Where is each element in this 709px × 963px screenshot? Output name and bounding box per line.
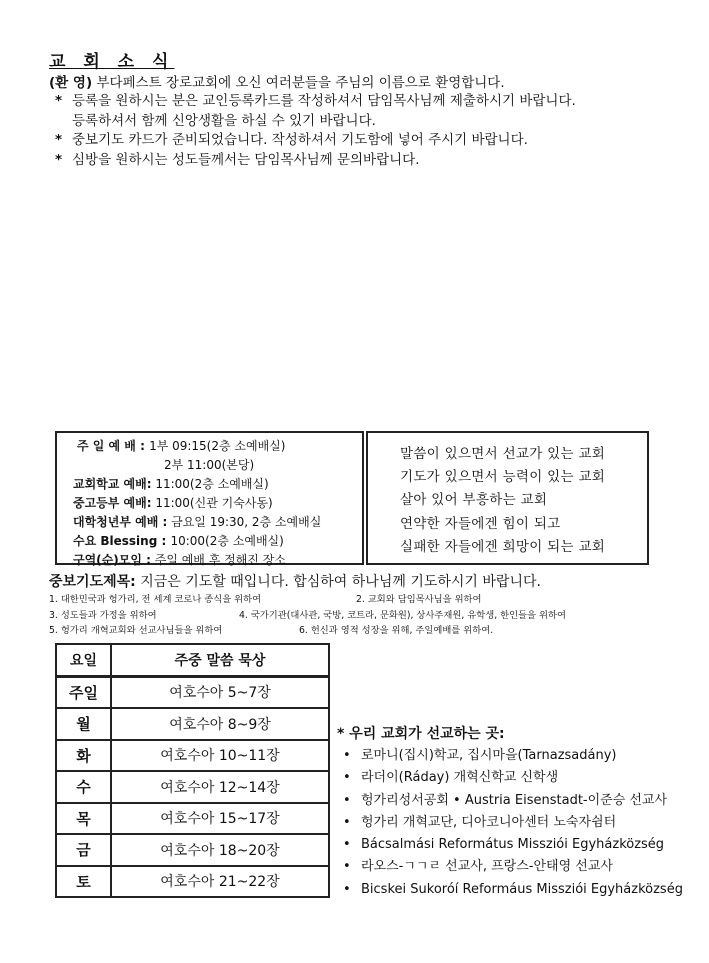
mission-item xyxy=(343,879,683,901)
bullet-dot-icon: • xyxy=(343,859,351,875)
weekly-reading-table xyxy=(55,643,330,898)
worship-row-value: 10:00(2층 소예배실) xyxy=(170,534,284,548)
table-row xyxy=(56,708,329,740)
table-row xyxy=(56,676,329,708)
worship-row-value: 금요일 19:30, 2층 소예배실 xyxy=(167,515,322,529)
worship-row xyxy=(57,532,362,551)
prayer-item: 3. 성도들과 가정을 위하여 xyxy=(49,609,157,621)
prayer-topics-intro: 지금은 기도할 때입니다. 합심하여 하나님께 기도하시기 바랍니다. xyxy=(135,574,541,590)
sunday-service-second-row xyxy=(57,456,362,475)
mission-text: Bácsalmási Református Missziói Egyházközség xyxy=(361,837,665,853)
worship-row-label: 수요 Blessing : xyxy=(73,534,171,548)
mission-item xyxy=(343,790,683,812)
sunday-service-label: 주 일 예 배 : xyxy=(77,439,150,453)
reading-cell: 여호수아 21~22장 xyxy=(111,866,329,898)
motto-line: 실패한 자들에겐 희망이 되는 교회 xyxy=(400,538,606,555)
worship-row-value: 11:00(2층 소예배실) xyxy=(151,477,269,491)
mission-item xyxy=(343,767,683,789)
day-cell: 수 xyxy=(56,771,111,803)
day-cell: 목 xyxy=(56,803,111,835)
motto-line: 연약한 자들에겐 힘이 되고 xyxy=(400,515,561,532)
motto-line: 살아 있어 부흥하는 교회 xyxy=(400,492,548,509)
mission-item xyxy=(343,834,683,856)
mission-text: 로마니(집시)학교, 집시마을(Tarnazsadány) xyxy=(361,748,617,763)
worship-row-label: 중고등부 예배: xyxy=(73,496,152,510)
bullet-star: * xyxy=(55,132,63,148)
mission-text: 헝가리 개혁교단, 디아코니아센터 노숙자쉼터 xyxy=(361,814,617,830)
welcome-text: 부다페스트 장로교회에 오신 여러분들을 주님의 이름으로 환영합니다. xyxy=(92,75,505,91)
worship-row-label: 구역(순)모임 : xyxy=(73,553,151,567)
mission-text: 헝가리성서공회 • Austria Eisenstadt-이준승 선교사 xyxy=(361,792,668,808)
day-cell: 월 xyxy=(56,708,111,740)
worship-row-value: 11:00(신관 기숙사동) xyxy=(151,496,273,510)
welcome-line xyxy=(49,74,505,93)
bullet-dot-icon: • xyxy=(343,748,351,763)
worship-row xyxy=(57,475,362,494)
bullet-star: * xyxy=(55,93,63,109)
sunday-service-row xyxy=(57,437,362,456)
page-title: 교 회 소 식 xyxy=(49,52,175,72)
reading-cell: 여호수아 18~20장 xyxy=(111,834,329,866)
bullet-star: * xyxy=(55,151,63,168)
notice-text: 중보기도 카드가 준비되었습니다. 작성하셔서 기도함에 넣어 주시기 바랍니다. xyxy=(72,132,528,148)
prayer-item: 1. 대한민국과 헝가리, 전 세계 코로나 종식을 위하여 xyxy=(49,594,262,605)
reading-cell: 여호수아 10~11장 xyxy=(111,740,329,772)
mission-text: 라더이(Ráday) 개혁신학교 신학생 xyxy=(361,770,559,786)
motto-line: 기도가 있으면서 능력이 있는 교회 xyxy=(400,469,606,486)
bullet-dot-icon: • xyxy=(343,770,351,786)
header-day: 요일 xyxy=(56,644,111,676)
table-header-row xyxy=(56,644,329,676)
bullet-dot-icon: • xyxy=(343,837,351,853)
worship-row-value: 주일 예배 후 정해진 장소 xyxy=(150,553,286,567)
notice-list xyxy=(55,92,576,170)
missions-list xyxy=(343,745,683,901)
reading-cell: 여호수아 12~14장 xyxy=(111,771,329,803)
day-cell: 화 xyxy=(56,740,111,772)
motto-line: 말씀이 있으면서 선교가 있는 교회 xyxy=(400,446,606,462)
reading-cell: 여호수아 8~9장 xyxy=(111,708,329,740)
day-cell: 토 xyxy=(56,866,111,898)
worship-row xyxy=(57,513,362,532)
mission-item xyxy=(343,812,683,834)
bullet-dot-icon: • xyxy=(343,881,351,897)
header-reading: 주중 말씀 묵상 xyxy=(111,644,329,676)
sunday-service-first: 1부 09:15(2층 소예배실) xyxy=(149,439,286,453)
worship-row xyxy=(57,551,362,570)
bullet-dot-icon: • xyxy=(343,792,351,808)
notice-item xyxy=(55,131,576,151)
table-row xyxy=(56,866,329,898)
prayer-item: 4. 국가기관(대사관, 국방, 코트라, 문화원), 상사주재원, 유학생, 한인들을 위하여 xyxy=(239,609,566,621)
mission-item xyxy=(343,856,683,878)
prayer-item: 6. 헌신과 영적 성장을 위해, 주일예배를 위하여. xyxy=(299,625,494,636)
notice-text-continued: 등록하셔서 함께 신앙생활을 하실 수 있기 바랍니다. xyxy=(72,112,376,129)
worship-row xyxy=(57,494,362,513)
prayer-topics-title xyxy=(49,571,541,591)
table-row xyxy=(56,740,329,772)
sunday-service-second: 2부 11:00(본당) xyxy=(164,458,255,472)
church-motto-box xyxy=(366,431,649,565)
notice-text: 등록을 원하시는 분은 교인등록카드를 작성하셔서 담임목사님께 제출하시기 바랍니다. xyxy=(72,93,576,109)
notice-item xyxy=(55,151,576,171)
worship-row-label: 대학청년부 예배 : xyxy=(73,515,168,529)
worship-schedule-box xyxy=(55,431,364,565)
reading-cell: 여호수아 5~7장 xyxy=(111,676,329,708)
mission-item xyxy=(343,745,683,767)
day-cell: 주일 xyxy=(56,676,111,708)
table-row xyxy=(56,771,329,803)
notice-item xyxy=(55,92,576,131)
day-cell: 금 xyxy=(56,834,111,866)
prayer-item: 5. 헝가리 개혁교회와 선교사님들을 위하여 xyxy=(49,625,223,636)
table-row xyxy=(56,803,329,835)
mission-text: Bicskei Sukoróí Reformáus Missziói Egyházközség xyxy=(361,881,683,897)
notice-text: 심방을 원하시는 성도들께서는 담임목사님께 문의바랍니다. xyxy=(72,151,420,168)
worship-row-label: 교회학교 예배: xyxy=(73,477,152,491)
prayer-topics-heading: 중보기도제목: xyxy=(49,574,136,590)
bullet-dot-icon: • xyxy=(343,814,351,830)
prayer-item: 2. 교회와 담임목사님을 위하여 xyxy=(356,594,482,605)
mission-text: 라오스-ㄱㄱㄹ 선교사, 프랑스-안태영 선교사 xyxy=(361,859,613,875)
missions-title: * 우리 교회가 선교하는 곳: xyxy=(337,726,505,742)
table-row xyxy=(56,834,329,866)
reading-cell: 여호수아 15~17장 xyxy=(111,803,329,835)
welcome-heading: (환 영) xyxy=(49,75,93,91)
